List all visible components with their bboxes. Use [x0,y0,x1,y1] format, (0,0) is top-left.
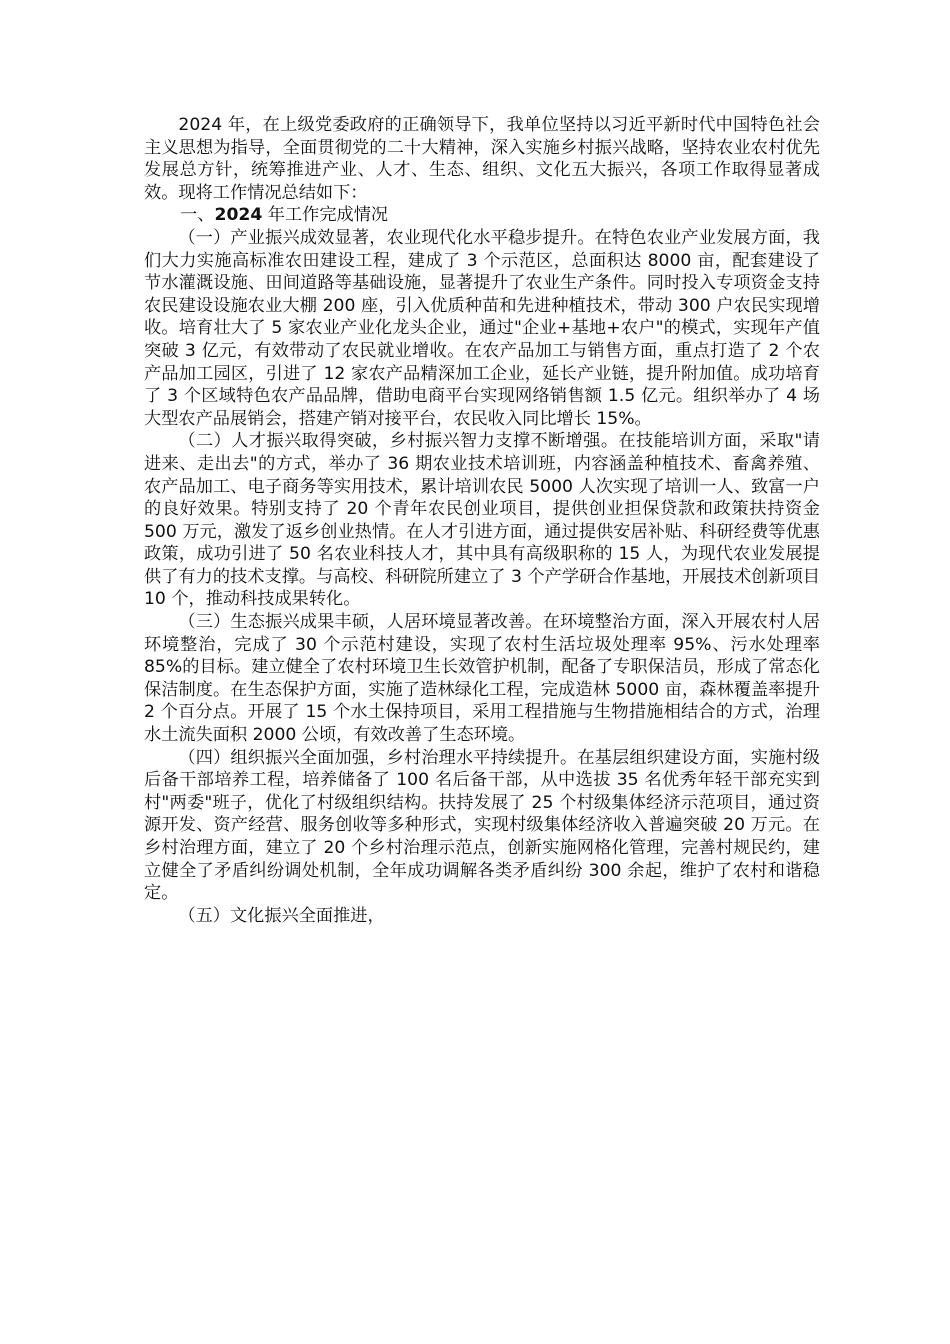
section-heading-year: 2024 [214,205,263,226]
section-heading-1 [144,204,820,227]
paragraph-organization: （四）组织振兴全面加强，乡村治理水平持续提升。在基层组织建设方面，实施村级后备干部培养工程，培养储备了 100 名后备干部，从中选拔 35 名优秀年轻干部充实到村"两委"班子，优化了村级组织结构。扶持发展了 25 个村级集体经济示范项目，通过资源开发、资产经营、服务创收等多种形式，实现村级集体经济收入普遍突破 20 万元。在乡村治理方面，建立了 20 个乡村治理示范点，创新实施网格化管理，完善村规民约，建立健全了矛盾纠纷调处机制，全年成功调解各类矛盾纠纷 300 余起，维护了农村和谐稳定。 [144,747,820,904]
paragraph-culture: （五）文化振兴全面推进， [178,905,385,926]
paragraph-ecology: （三）生态振兴成果丰硕，人居环境显著改善。在环境整治方面，深入开展农村人居环境整治，完成了 30 个示范村建设，实现了农村生活垃圾处理率 95%、污水处理率 85%的目标。建立健全了农村环境卫生长效管护机制，配备了专职保洁员，形成了常态化保洁制度。在生态保护方面，实施了造林绿化工程，完成造林 5000 亩，森林覆盖率提升 2 个百分点。开展了 15 个水土保持项目，采用工程措施与生物措施相结合的方式，治理水土流失面积 2000 公顷，有效改善了生态环境。 [144,612,820,746]
intro-paragraph: 2024 年，在上级党委政府的正确领导下，我单位坚持以习近平新时代中国特色社会主义思想为指导，全面贯彻党的二十大精神，深入实施乡村振兴战略，坚持农业农村优先发展总方针，统筹推进产业、人才、生态、组织、文化五大振兴，各项工作取得显著成效。现将工作情况总结如下： [144,115,820,203]
document-body [144,114,820,927]
section-heading-suffix: 年工作完成情况 [262,205,389,226]
paragraph-talent: （二）人才振兴取得突破，乡村振兴智力支撑不断增强。在技能培训方面，采取"请进来、走出去"的方式，举办了 36 期农业技术培训班，内容涵盖种植技术、畜禽养殖、农产品加工、电子商务等实用技术，累计培训农民 5000 人次实现了培训一人、致富一户的良好效果。特别支持了 20 个青年农民创业项目，提供创业担保贷款和政策扶持资金 500 万元，激发了返乡创业热情。在人才引进方面，通过提供安居补贴、科研经费等优惠政策，成功引进了 50 名农业科技人才，其中具有高级职称的 15 人，为现代农业发展提供了有力的技术支撑。与高校、科研院所建立了 3 个产学研合作基地，开展技术创新项目 10 个，推动科技成果转化。 [144,431,820,610]
section-heading-prefix: 一、 [180,205,215,226]
paragraph-industry: （一）产业振兴成效显著，农业现代化水平稳步提升。在特色农业产业发展方面，我们大力实施高标准农田建设工程，建成了 3 个示范区，总面积达 8000 亩，配套建设了节水灌溉设施、田间道路等基础设施，显著提升了农业生产条件。同时投入专项资金支持农民建设设施农业大棚 200 座，引入优质种苗和先进种植技术，带动 300 户农民实现增收。培育壮大了 5 家农业产业化龙头企业，通过"企业+基地+农户"的模式，实现年产值突破 3 亿元，有效带动了农民就业增收。在农产品加工与销售方面，重点打造了 2 个农产品加工园区，引进了 12 家农产品精深加工企业，延长产业链，提升附加值。成功培育了 3 个区域特色农产品品牌，借助电商平台实现网络销售额 1.5 亿元。组织举办了 4 场大型农产品展销会，搭建产销对接平台，农民收入同比增长 15%。 [144,227,820,429]
